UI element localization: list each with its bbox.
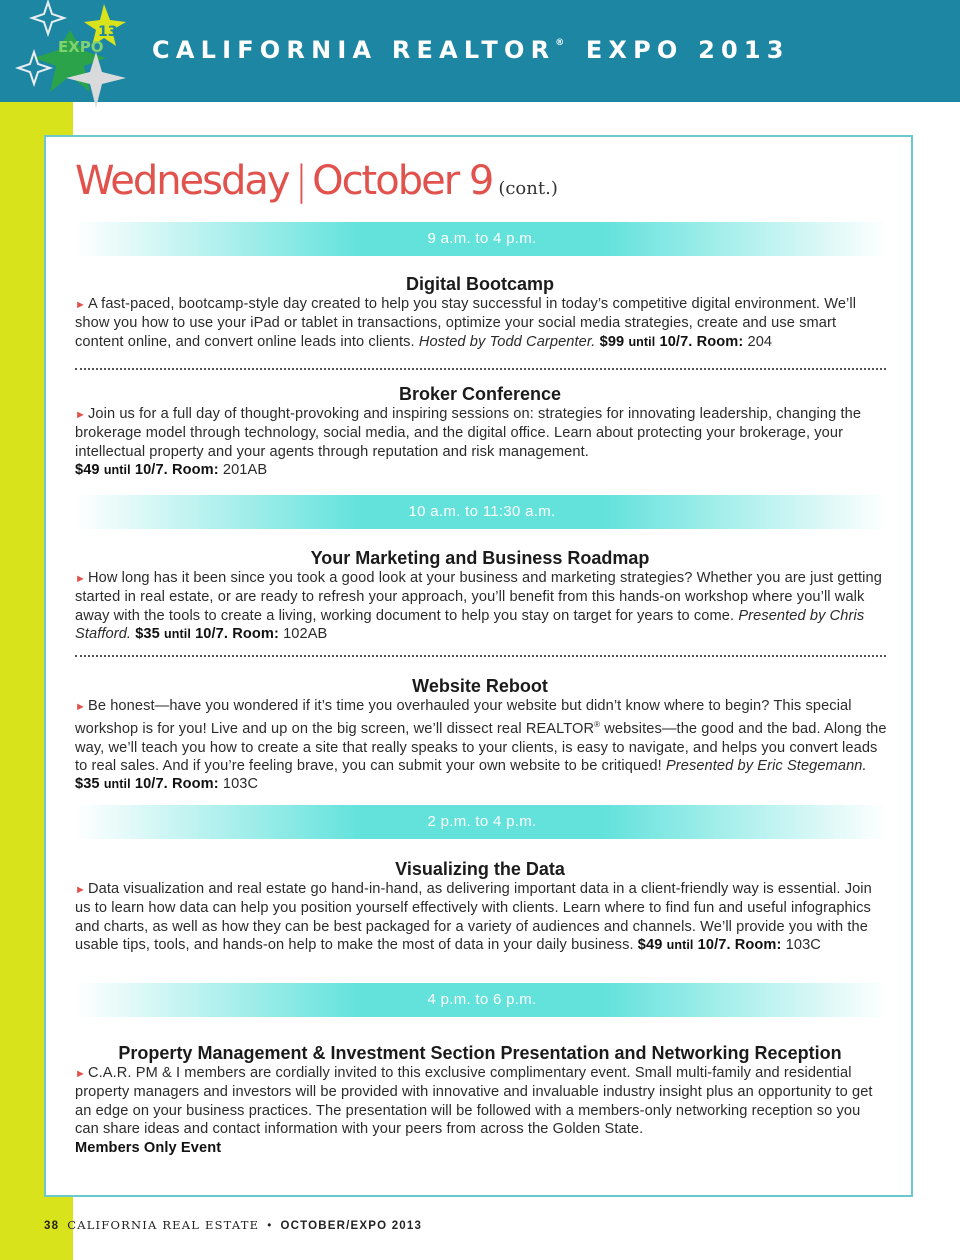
arrow-icon: ► [75, 701, 86, 713]
dotted-divider [75, 655, 886, 657]
session-description: ► Be honest—have you wondered if it’s time you overhauled your website but didn’t know where to begin? This special workshop is for you! Live and up on the big screen, we’ll dissect real REALTOR® websites—the good and the bad. Along the way, we’ll teach you how to create a site that really speaks to your clients, is easy to navigate, and helps you convert leads to real sales. And if you’re feeling brave, you can submit your own website to be critiqued! Presented by Eric Stegemann. $35 until 10/7. Room: 103C [75, 698, 887, 793]
session-title: Digital Bootcamp [405, 274, 554, 294]
session-description: ► Data visualization and real estate go hand-in-hand, as delivering important data in a client-friendly way is essential. Join us to learn how data can help you position yourself effectively with clients. Learn where to find fun and useful infographics and charts, as well as how they can be best packaged for a variety of audiences and channels. We’ll provide you with the usable tips, tools, and hands-on help to make the most of data in your daily business. $49 until 10/7. Room: 103C [75, 881, 872, 954]
publication-name: CALIFORNIA REAL ESTATE [67, 1218, 260, 1232]
svg-text:EXPO: EXPO [58, 38, 104, 56]
time-band: 9 a.m. to 4 p.m. [76, 222, 888, 256]
session-description: ► A fast-paced, bootcamp-style day created to help you stay successful in today’s competitive digital environment. We’ll show you how to use your iPad or tablet in transactions, optimize your social media strategies, create and use smart content online, and convert online leads into clients. Hosted by Todd Carpenter. $99 until 10/7. Room: 204 [75, 296, 857, 350]
issue-date: OCTOBER/EXPO 2013 [280, 1220, 423, 1232]
arrow-icon: ► [75, 409, 86, 421]
page-footer: 38 CALIFORNIA REAL ESTATE • OCTOBER/EXPO 2013 [44, 1218, 423, 1232]
session-title: Property Management & Investment Section Presentation and Networking Reception [118, 1043, 842, 1063]
arrow-icon: ► [75, 884, 86, 896]
page-number: 38 [44, 1220, 60, 1232]
session-description: ► C.A.R. PM & I members are cordially invited to this exclusive complimentary event. Small multi-family and residential property managers and investors will be provided with innovative and invaluable industry insight plus an opportunity to get an edge on your business practices. The presentation will be followed with a members-only networking reception so you can share ideas and contact information with your peers from across the Golden State. Members Only Event [75, 1065, 873, 1156]
session-title: Visualizing the Data [395, 859, 565, 879]
time-band: 4 p.m. to 6 p.m. [76, 983, 888, 1017]
session-title: Website Reboot [412, 676, 548, 696]
time-band: 2 p.m. to 4 p.m. [76, 805, 888, 839]
arrow-icon: ► [75, 573, 86, 585]
arrow-icon: ► [75, 299, 86, 311]
session-description: ► How long has it been since you took a good look at your business and marketing strategies? Whether you are just getting started in real estate, or are ready to refresh your approach, you’ll benefit from this hands-on workshop where you’ll walk away with the tools to create a living, working document to help you stay on target for years to come. Presented by Chris Stafford. $35 until 10/7. Room: 102AB [75, 570, 882, 643]
header-title: CALIFORNIA REALTOR® EXPO 2013 [152, 36, 790, 64]
header-banner [0, 0, 960, 102]
page-title: Wednesday | October 9 (cont.) [75, 158, 558, 204]
dotted-divider [75, 368, 886, 370]
session-description: ► Join us for a full day of thought-provoking and inspiring sessions on: strategies for innovating leadership, changing the brokerage model through technology, social media, and the digital office. Learn about protecting your brokerage, your intellectual property and your agents through reputation and risk management. $49 until 10/7. Room: 201AB [75, 406, 862, 479]
session-title: Broker Conference [398, 384, 562, 404]
time-band: 10 a.m. to 11:30 a.m. [76, 495, 888, 529]
session-title: Your Marketing and Business Roadmap [310, 548, 650, 568]
svg-text:13: 13 [98, 24, 118, 40]
arrow-icon: ► [75, 1068, 86, 1080]
